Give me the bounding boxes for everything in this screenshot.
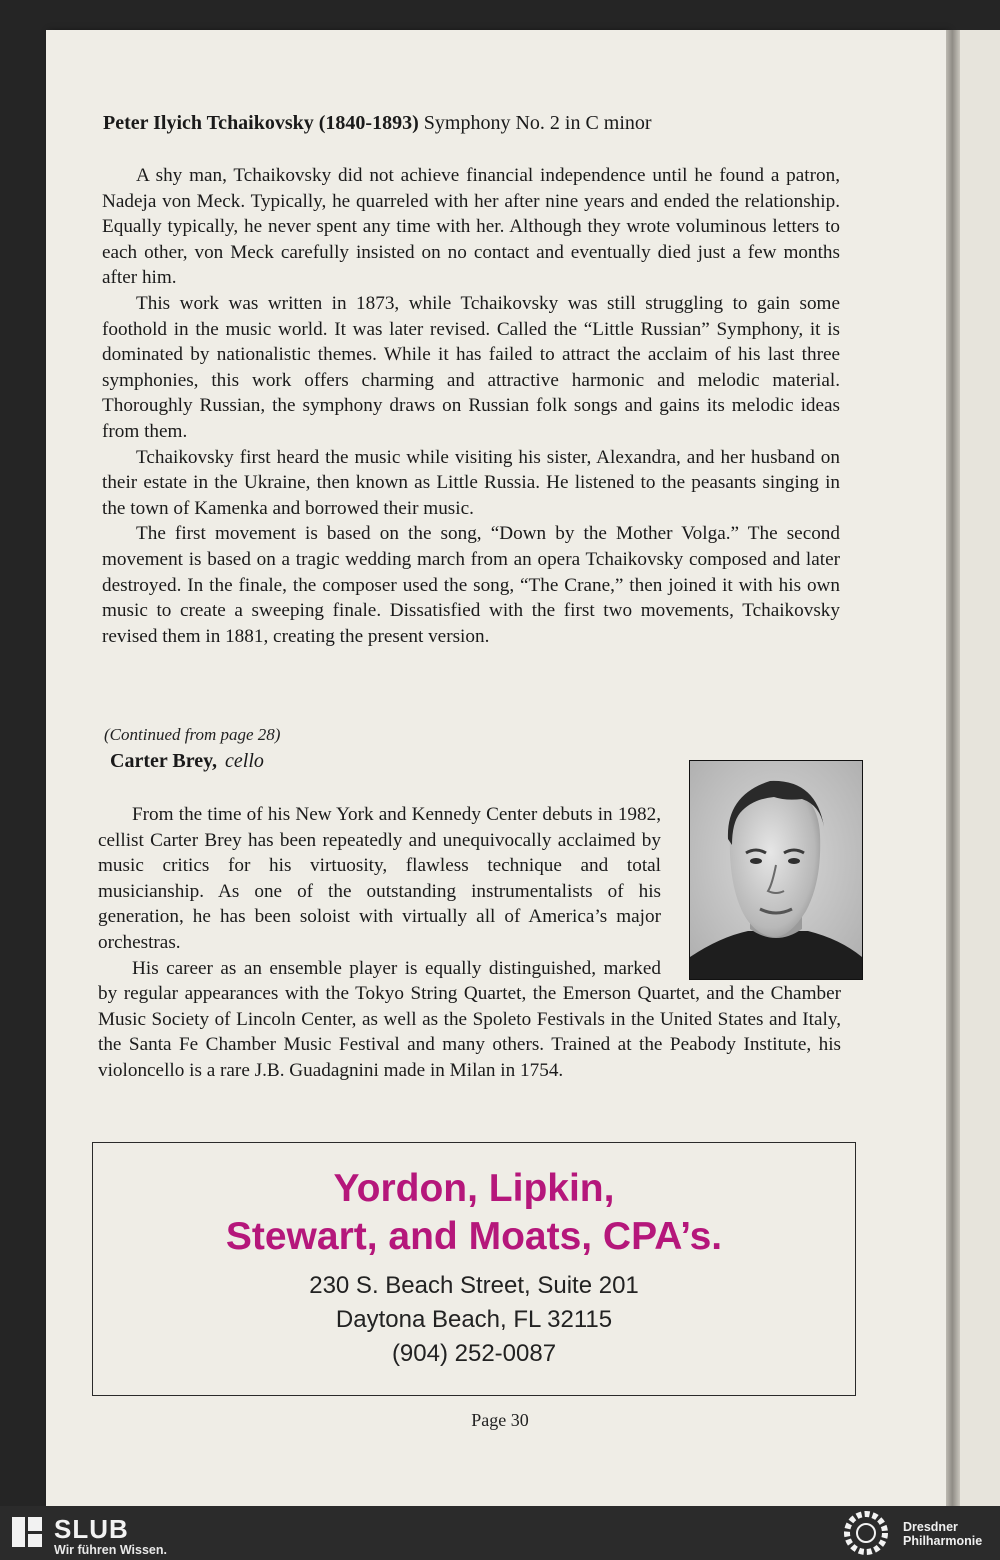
- program-note-paragraph: A shy man, Tchaikovsky did not achieve financial independence until he found a patron, Nadeja von Meck. Typically, he quarreled with her after nine years and ended the relationship. Equally typically, he never spent any time with her. Although they wrote voluminous letters to each other, von Meck carefully insisted on no contact and eventually died just a few months after him.: [102, 165, 840, 289]
- composer-name: Peter Ilyich Tchaikovsky (1840-1893): [103, 112, 419, 134]
- photo-spacer: [661, 802, 841, 980]
- artist-instrument: cello: [225, 750, 264, 772]
- partner-name-line1: Dresdner: [903, 1520, 958, 1534]
- continued-note: (Continued from page 28): [104, 725, 281, 744]
- bio-paragraph: His career as an ensemble player is equally distinguished, marked by regular appearances with the Tokyo String Quartet, the Emerson Quartet, and the Chamber Music Society of Lincoln Center, as well as the Spoleto Festivals in the United States and Italy, the Santa Fe Chamber Music Festival and many others. Trained at the Peabody Institute, his violoncello is a rare J.B. Guadagnini made in Milan in 1754.: [98, 957, 841, 1081]
- firm-name-line2: Stewart, and Moats, CPA’s.: [225, 1215, 723, 1258]
- work-title: Symphony No. 2 in C minor: [423, 112, 652, 134]
- bio-heading: [110, 750, 264, 773]
- slub-logo-icon: [12, 1517, 42, 1547]
- firm-name-line1: Yordon, Lipkin,: [333, 1167, 615, 1210]
- bio-paragraph: From the time of his New York and Kennedy Center debuts in 1982, cellist Carter Brey has been repeatedly and unequivocally acclaimed by music critics for his virtuosity, flawless technique and total musicianship. As one of the outstanding instrumentalists of his generation, he has been soloist with virtually all of America’s major orchestras.: [98, 804, 661, 953]
- program-note: [102, 163, 840, 649]
- program-note-paragraph: This work was written in 1873, while Tchaikovsky was still struggling to gain some foothold in the music world. It was later revised. Called the “Little Russian” Symphony, it is dominated by nationalistic themes. While it has failed to attract the acclaim of his last three symphonies, this work offers charming and attractive harmonic and melodic material. Thoroughly Russian, the symphony draws on Russian folk songs and gains its melodic ideas from them.: [102, 292, 840, 442]
- program-note-paragraph: Tchaikovsky first heard the music while visiting his sister, Alexandra, and her husband on their estate in the Ukraine, then known as Little Russia. He listened to the peasants singing in the town of Kamenka and borrowed their music.: [102, 446, 840, 519]
- firm-street-address: 230 S. Beach Street, Suite 201: [309, 1272, 639, 1299]
- facing-page-edge: [958, 30, 1000, 1506]
- program-note-paragraph: The first movement is based on the song, “Down by the Mother Volga.” The second movement is based on a tragic wedding march from an opera Tchaikovsky composed and later destroyed. In the finale, the composer used the song, “The Crane,” then joined it with his own music to create a sweeping finale. Dissatisfied with the first two movements, Tchaikovsky revised them in 1881, creating the present version.: [102, 523, 840, 647]
- article-heading: [103, 112, 652, 135]
- firm-phone: (904) 252-0087: [391, 1340, 557, 1367]
- firm-city-state: Daytona Beach, FL 32115: [335, 1306, 613, 1333]
- library-tagline: Wir führen Wissen.: [54, 1543, 167, 1557]
- library-name: SLUB: [54, 1514, 129, 1544]
- page-gutter: [946, 30, 960, 1506]
- artist-biography: [98, 802, 841, 1084]
- dresdner-philharmonie-logo-icon: [843, 1511, 889, 1555]
- page-number: Page 30: [471, 1410, 529, 1430]
- partner-name: [903, 1520, 982, 1548]
- artist-name: Carter Brey,: [110, 750, 218, 772]
- partner-name-line2: Philharmonie: [903, 1534, 983, 1548]
- sponsor-advertisement: [92, 1142, 856, 1396]
